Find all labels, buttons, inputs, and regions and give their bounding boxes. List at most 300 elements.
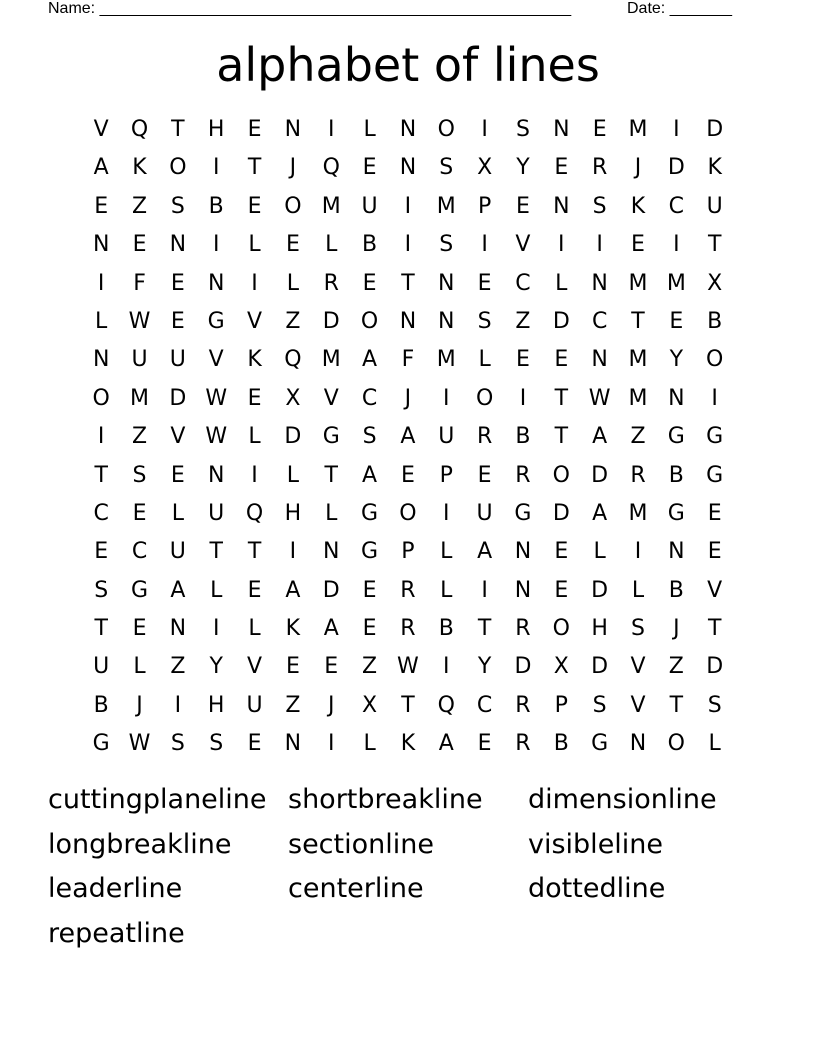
grid-row [82,648,734,686]
grid-cell: B [668,462,684,488]
grid-cell: R [476,424,493,450]
grid-cell: E [285,654,300,680]
grid-cell: D [169,385,187,411]
grid-cell: N [92,347,110,373]
grid-cell: G [667,424,685,450]
grid-cell: L [95,308,108,334]
grid-cell: W [588,385,611,411]
word-list [48,778,768,956]
name-field: Name: _____________________________________________________ [48,0,572,17]
grid-cell: O [437,117,455,142]
grid-cell: D [706,117,724,142]
grid-cell: V [707,577,723,603]
grid-cell: U [131,347,148,373]
grid-cell: I [327,731,335,757]
grid-cell: Y [516,155,530,181]
grid-cell: S [209,731,224,757]
grid-cell: D [514,654,532,680]
grid-cell: I [481,232,488,258]
grid-cell: O [552,462,570,488]
grid-cell: A [400,424,416,450]
grid-cell: X [477,155,493,181]
grid-cell: K [707,155,722,181]
grid-cell: E [247,117,262,142]
grid-cell: P [439,462,453,488]
grid-row [82,265,734,303]
grid-cell: N [514,577,532,603]
grid-cell: C [515,270,531,296]
grid-cell: I [558,232,565,258]
grid-cell: V [630,654,646,680]
date-field: Date: _______ [627,0,732,17]
grid-cell: K [247,347,262,373]
grid-cell: G [92,731,110,757]
word-list-item: longbreakline [48,828,232,860]
grid-cell: K [285,616,301,642]
grid-cell: T [631,308,645,334]
grid-row [82,149,734,187]
grid-cell: G [514,500,532,526]
grid-cell: C [131,539,148,565]
grid-cell: S [631,616,645,642]
grid-cell: A [362,462,378,488]
grid-row [82,495,734,533]
grid-cell: E [132,232,147,258]
grid-cell: P [554,692,568,718]
grid-cell: D [322,577,340,603]
grid-cell: D [591,577,609,603]
grid-cell: Z [131,424,148,450]
grid-cell: I [212,155,220,181]
grid-cell: L [210,577,223,603]
grid-cell: D [552,500,570,526]
grid-cell: N [323,539,340,565]
grid-cell: I [711,385,718,411]
grid-cell: S [592,193,607,219]
grid-cell: D [591,654,609,680]
grid-cell: N [668,385,685,411]
grid-cell: Y [669,347,684,373]
grid-cell: Q [322,155,340,181]
grid-row [82,533,734,571]
grid-cell: T [247,155,262,181]
grid-cell: M [130,385,149,411]
grid-cell: E [362,155,377,181]
grid-cell: K [132,155,147,181]
grid-cell: O [667,731,685,757]
grid-cell: R [515,692,531,718]
grid-cell: N [207,270,225,296]
grid-cell: W [128,731,151,757]
grid-cell: T [324,462,338,488]
grid-cell: V [515,232,531,258]
grid-cell: H [207,692,225,718]
grid-cell: M [628,500,648,526]
grid-cell: A [323,616,339,642]
grid-cell: E [516,193,530,219]
grid-cell: L [325,500,338,526]
grid-cell: W [128,308,151,334]
grid-row [82,610,734,648]
grid-cell: O [475,385,494,411]
grid-cell: I [97,270,105,296]
grid-cell: C [476,692,493,718]
grid-cell: V [247,654,263,680]
grid-cell: L [363,117,376,142]
grid-cell: X [285,385,301,411]
grid-cell: H [591,616,608,642]
grid-cell: E [477,462,492,488]
grid-cell: V [93,117,109,142]
grid-row [82,687,734,725]
grid-cell: N [629,731,647,757]
word-list-item: sectionline [288,828,434,860]
grid-cell: U [246,692,263,718]
grid-cell: G [591,731,609,757]
grid-cell: N [553,117,570,142]
grid-cell: I [634,539,642,565]
grid-cell: A [170,577,186,603]
grid-row [82,226,734,264]
grid-cell: T [554,424,569,450]
grid-cell: D [591,462,609,488]
grid-cell: R [515,462,531,488]
grid-cell: E [554,577,569,603]
grid-row [82,572,734,610]
grid-cell: V [170,424,186,450]
grid-cell: I [481,117,488,142]
grid-cell: E [477,270,492,296]
grid-cell: N [668,539,685,565]
grid-cell: D [667,155,685,181]
grid-cell: Z [170,654,186,680]
grid-cell: T [247,539,262,565]
grid-cell: V [630,692,646,718]
grid-cell: N [399,155,417,181]
grid-cell: N [438,270,455,296]
grid-cell: S [170,193,185,219]
grid-cell: I [289,539,297,565]
grid-cell: T [209,539,223,565]
grid-row [82,188,734,226]
grid-cell: Z [630,424,646,450]
grid-cell: I [673,232,680,258]
grid-cell: O [706,347,724,373]
grid-cell: G [361,539,379,565]
grid-cell: F [133,270,146,296]
grid-cell: Z [515,308,531,334]
grid-cell: Q [245,500,264,526]
grid-cell: X [362,692,378,718]
grid-cell: S [592,692,607,718]
grid-cell: G [706,462,724,488]
grid-cell: M [628,385,648,411]
grid-cell: M [436,193,456,219]
grid-cell: N [169,232,187,258]
grid-cell: E [285,232,300,258]
grid-row [82,418,734,456]
page-title: alphabet of lines [216,38,600,92]
grid-cell: D [706,654,724,680]
grid-cell: G [322,424,340,450]
grid-cell: X [553,654,569,680]
grid-cell: I [251,270,258,296]
grid-cell: Z [362,654,378,680]
grid-cell: B [668,577,684,603]
grid-cell: T [477,616,492,642]
grid-cell: I [97,424,105,450]
grid-cell: J [327,692,335,718]
grid-cell: B [362,232,378,258]
grid-cell: L [708,731,721,757]
grid-cell: Z [285,308,301,334]
grid-cell: R [323,270,339,296]
grid-cell: N [399,117,417,142]
grid-cell: M [436,347,456,373]
grid-cell: O [284,193,302,219]
word-list-item: cuttingplaneline [48,784,267,815]
grid-cell: E [631,232,645,258]
grid-row [82,111,734,149]
grid-cell: E [400,462,415,488]
grid-cell: A [592,500,608,526]
grid-cell: E [247,731,262,757]
grid-cell: L [631,577,645,603]
grid-cell: E [247,385,262,411]
grid-cell: I [174,692,182,718]
grid-cell: I [404,193,412,219]
grid-cell: B [553,731,569,757]
grid-cell: E [362,270,377,296]
grid-cell: B [93,692,109,718]
grid-cell: G [130,577,149,603]
grid-cell: K [400,731,416,757]
grid-cell: L [248,616,261,642]
grid-cell: T [171,117,185,142]
grid-cell: E [554,539,569,565]
grid-cell: E [247,193,262,219]
grid-cell: Q [437,692,455,718]
grid-cell: S [362,424,377,450]
grid-cell: Z [131,193,148,219]
grid-cell: C [361,385,378,411]
grid-cell: Z [668,654,684,680]
grid-cell: I [519,385,527,411]
word-list-item: centerline [288,873,424,904]
grid-cell: R [400,577,416,603]
grid-cell: J [634,155,642,181]
word-list-item: visibleline [528,828,664,860]
grid-cell: N [92,232,110,258]
grid-cell: A [477,539,493,565]
word-list-item: shortbreakline [288,784,483,815]
grid-cell: A [362,347,378,373]
grid-cell: I [443,385,450,411]
grid-cell: I [212,232,220,258]
grid-row [82,303,734,341]
grid-cell: O [552,616,570,642]
grid-cell: E [554,155,569,181]
grid-cell: I [327,117,335,142]
grid-cell: E [170,462,185,488]
grid-cell: X [707,270,723,296]
word-list-item: dottedline [528,873,666,904]
grid-cell: W [205,385,228,411]
grid-cell: L [478,347,491,373]
grid-cell: S [707,692,722,718]
grid-cell: R [515,616,531,642]
grid-cell: O [169,155,187,181]
grid-cell: R [400,616,416,642]
grid-cell: T [554,385,569,411]
grid-cell: N [169,616,187,642]
grid-cell: E [707,539,722,565]
grid-cell: I [596,232,603,258]
grid-cell: V [323,385,339,411]
grid-cell: L [555,270,568,296]
grid-cell: E [477,731,492,757]
grid-cell: T [94,462,108,488]
grid-cell: U [169,347,186,373]
grid-cell: L [248,232,261,258]
grid-cell: A [438,731,454,757]
grid-cell: Q [130,117,149,142]
grid-cell: K [630,193,646,219]
grid-cell: C [668,193,685,219]
grid-cell: S [439,232,454,258]
grid-cell: B [515,424,531,450]
grid-cell: G [207,308,225,334]
grid-cell: G [706,424,724,450]
grid-cell: E [516,347,530,373]
grid-cell: E [362,616,377,642]
grid-cell: U [438,424,455,450]
grid-cell: S [515,117,530,142]
grid-cell: Z [285,692,301,718]
grid-cell: U [208,500,225,526]
grid-cell: Q [284,347,302,373]
grid-cell: E [247,577,262,603]
word-list-item: dimensionline [528,784,717,815]
grid-cell: S [439,155,454,181]
grid-cell: H [284,500,302,526]
grid-cell: U [476,500,493,526]
grid-cell: M [321,347,341,373]
grid-cell: E [362,577,377,603]
grid-cell: I [443,500,450,526]
grid-cell: D [284,424,302,450]
grid-cell: C [93,500,109,526]
grid-row [82,341,734,379]
grid-cell: N [514,539,532,565]
grid-cell: C [591,308,608,334]
grid-cell: E [669,308,684,334]
grid-cell: B [707,308,723,334]
grid-cell: E [170,270,185,296]
grid-cell: R [515,731,531,757]
grid-cell: V [247,308,263,334]
grid-cell: U [361,193,378,219]
grid-cell: T [401,692,415,718]
grid-cell: E [132,616,147,642]
grid-cell: V [208,347,224,373]
grid-cell: L [171,500,184,526]
grid-cell: L [286,462,300,488]
grid-cell: U [169,539,186,565]
grid-cell: T [669,692,684,718]
grid-cell: W [205,424,228,450]
grid-cell: A [285,577,301,603]
grid-cell: I [404,232,412,258]
grid-cell: L [325,232,338,258]
grid-cell: I [443,654,450,680]
grid-cell: N [284,731,302,757]
grid-cell: E [94,193,109,219]
grid-cell: W [397,654,419,680]
grid-cell: N [284,117,302,142]
grid-cell: T [707,616,722,642]
grid-cell: U [93,654,110,680]
grid-cell: L [133,654,146,680]
grid-row [82,457,734,495]
grid-cell: M [628,270,648,296]
grid-cell: S [94,577,109,603]
grid-cell: E [94,539,109,565]
grid-cell: O [360,308,379,334]
worksheet-header [48,0,748,20]
word-list-item: repeatline [48,917,185,949]
grid-cell: M [628,347,648,373]
grid-row [82,380,734,418]
grid-cell: B [208,193,224,219]
grid-cell: S [477,308,492,334]
grid-cell: N [591,347,608,373]
grid-cell: E [132,500,147,526]
grid-cell: N [399,308,417,334]
grid-cell: I [673,117,680,142]
grid-cell: T [401,270,415,296]
grid-cell: L [363,731,376,757]
grid-cell: J [289,155,297,181]
grid-cell: R [591,155,608,181]
grid-cell: P [477,193,492,219]
grid-cell: L [440,577,453,603]
word-list-item: leaderline [48,873,183,904]
grid-cell: J [136,692,143,718]
grid-cell: T [94,616,108,642]
grid-cell: U [706,193,723,219]
grid-cell: T [707,232,722,258]
grid-cell: E [592,117,607,142]
grid-cell: F [401,347,415,373]
grid-cell: Y [477,654,492,680]
grid-cell: Y [209,654,223,680]
grid-cell: H [207,117,225,142]
grid-cell: L [286,270,300,296]
grid-cell: G [667,500,685,526]
grid-cell: P [401,539,415,565]
grid-cell: E [707,500,722,526]
grid-cell: R [630,462,646,488]
grid-cell: N [591,270,608,296]
grid-cell: E [554,347,569,373]
grid-cell: A [93,155,109,181]
grid-cell: N [438,308,455,334]
grid-cell: O [399,500,417,526]
grid-cell: L [248,424,261,450]
grid-cell: N [207,462,225,488]
grid-cell: S [132,462,147,488]
